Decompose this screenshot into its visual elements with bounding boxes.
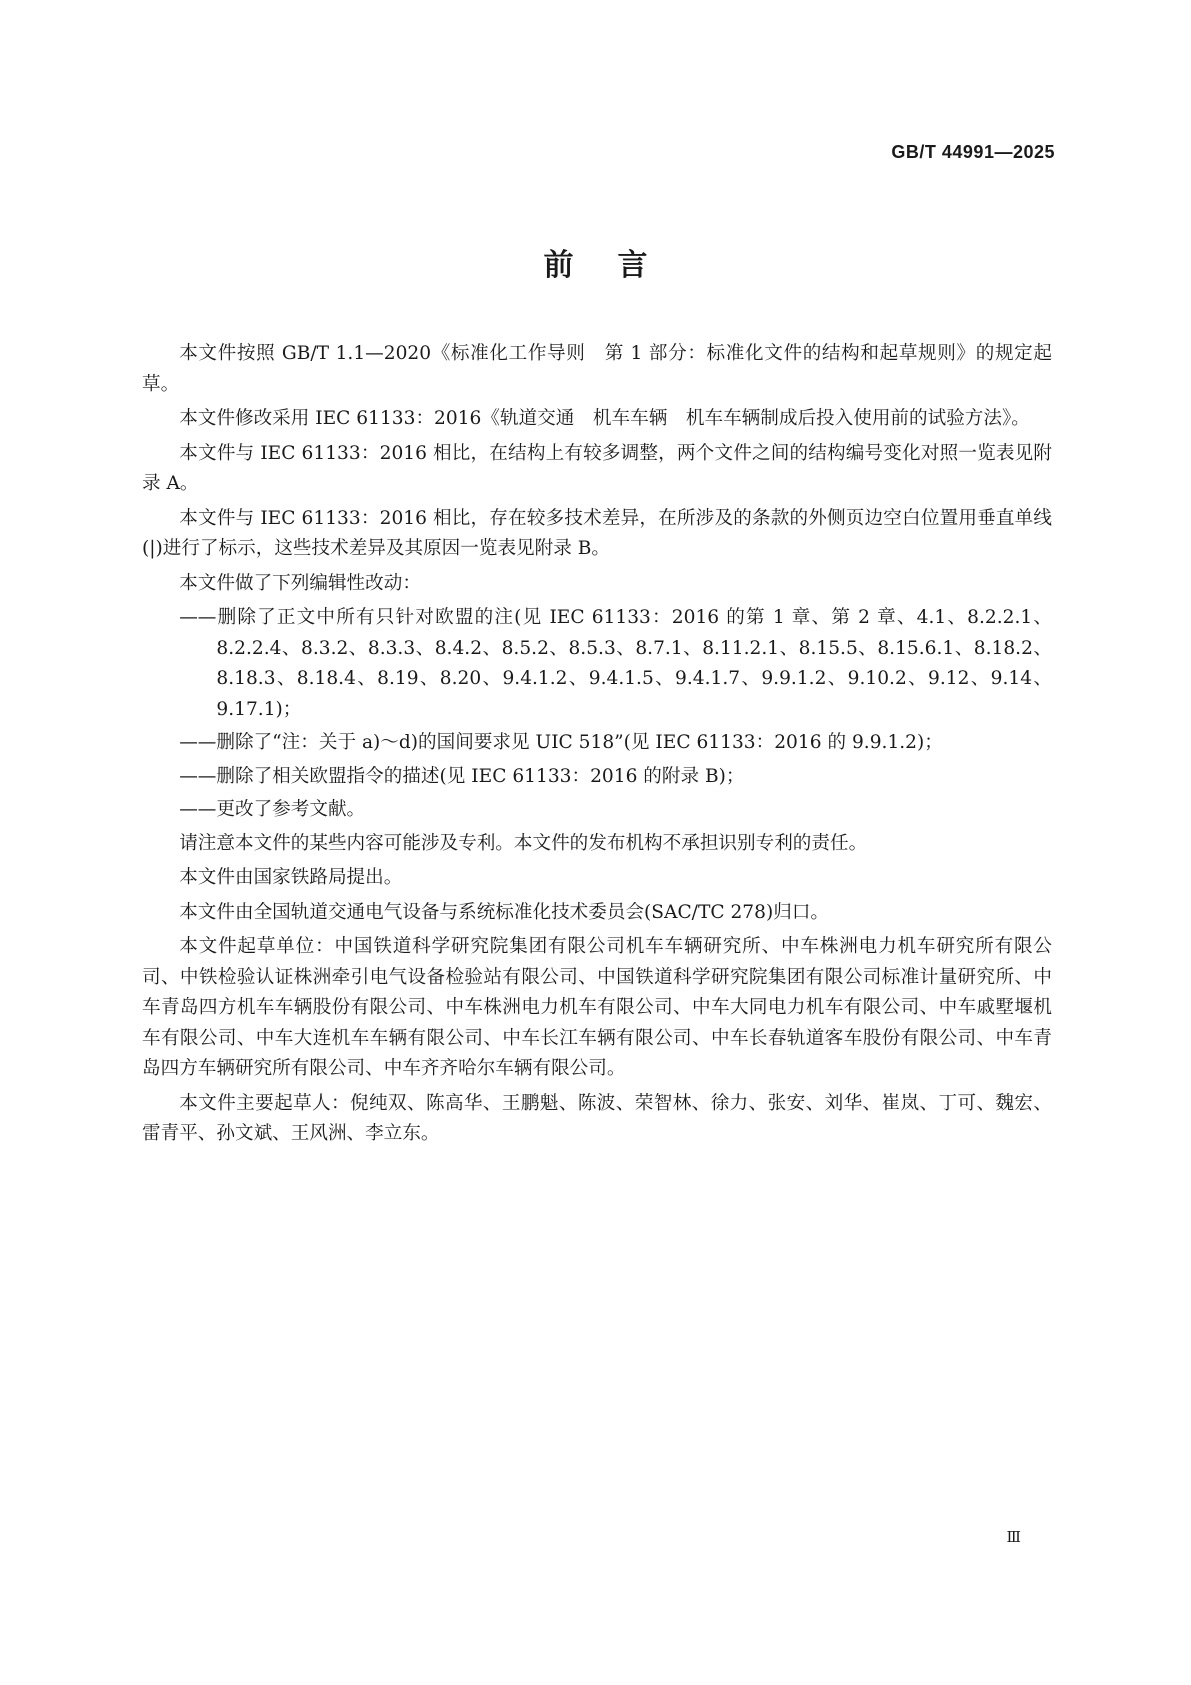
paragraph-patent-notice: 请注意本文件的某些内容可能涉及专利。本文件的发布机构不承担识别专利的责任。: [179, 832, 868, 854]
page-title: 前言: [543, 248, 692, 283]
paragraph-proposer: 本文件由国家铁路局提出。: [179, 867, 403, 888]
page-number: Ⅲ: [1006, 1528, 1021, 1546]
paragraph-technical-deviations: 本文件与 IEC 61133：2016 相比，存在较多技术差异，在所涉及的条款的外侧页边空白位置用垂直单线(|)进行了标示，这些技术差异及其原因一览表见附录 B。: [142, 507, 1052, 559]
paragraph-structure-changes: 本文件与 IEC 61133：2016 相比，在结构上有较多调整，两个文件之间的结构编号变化对照一览表见附录 A。: [142, 442, 1052, 494]
paragraph-committee: 本文件由全国轨道交通电气设备与系统标准化技术委员会(SAC/TC 278)归口。: [179, 901, 830, 923]
paragraph-drafting-rules: 本文件按照 GB/T 1.1—2020《标准化工作导则 第 1 部分：标准化文件的结构和起草规则》的规定起草。: [142, 343, 1052, 395]
list-item: ——更改了参考文献。: [179, 799, 366, 820]
foreword-body: [142, 339, 1052, 1154]
paragraph-drafters: 本文件主要起草人：倪纯双、陈高华、王鹏魁、陈波、荣智林、徐力、张安、刘华、崔岚、丁可、魏宏、雷青平、孙文斌、王风洲、李立东。: [142, 1092, 1052, 1144]
list-item: ——删除了正文中所有只针对欧盟的注(见 IEC 61133：2016 的第 1 章、第 2 章、4.1、8.2.2.1、8.2.2.4、8.3.2、8.3.3、8.4.2、8.5.2、8.5.3、8.7.1、8.11.2.1、8.15.5、8.15.6.1、8.18.2、8.18.3、8.18.4、8.19、8.20、9.4.1.2、9.4.1.5、9.4.1.7、9.9.1.2、9.10.2、9.12、9.14、9.17.1)；: [179, 607, 1052, 720]
standard-code: GB/T 44991—2025: [891, 142, 1055, 162]
paragraph-editorial-changes: 本文件做了下列编辑性改动：: [179, 572, 421, 594]
list-item: ——删除了“注：关于 a)～d)的国间要求见 UIC 518”(见 IEC 61133：2016 的 9.9.1.2)；: [179, 732, 943, 753]
paragraph-drafting-units: 本文件起草单位：中国铁道科学研究院集团有限公司机车车辆研究所、中车株洲电力机车研究所有限公司、中铁检验认证株洲牵引电气设备检验站有限公司、中国铁道科学研究院集团有限公司标准计量研究所、中车青岛四方机车车辆股份有限公司、中车株洲电力机车有限公司、中车大同电力机车有限公司、中车戚墅堰机车有限公司、中车大连机车车辆有限公司、中车长江车辆有限公司、中车长春轨道客车股份有限公司、中车青岛四方车辆研究所有限公司、中车齐齐哈尔车辆有限公司。: [142, 936, 1052, 1079]
paragraph-adoption: 本文件修改采用 IEC 61133：2016《轨道交通 机车车辆 机车车辆制成后投入使用前的试验方法》。: [179, 408, 1030, 429]
list-item: ——删除了相关欧盟指令的描述(见 IEC 61133：2016 的附录 B)；: [179, 765, 745, 787]
